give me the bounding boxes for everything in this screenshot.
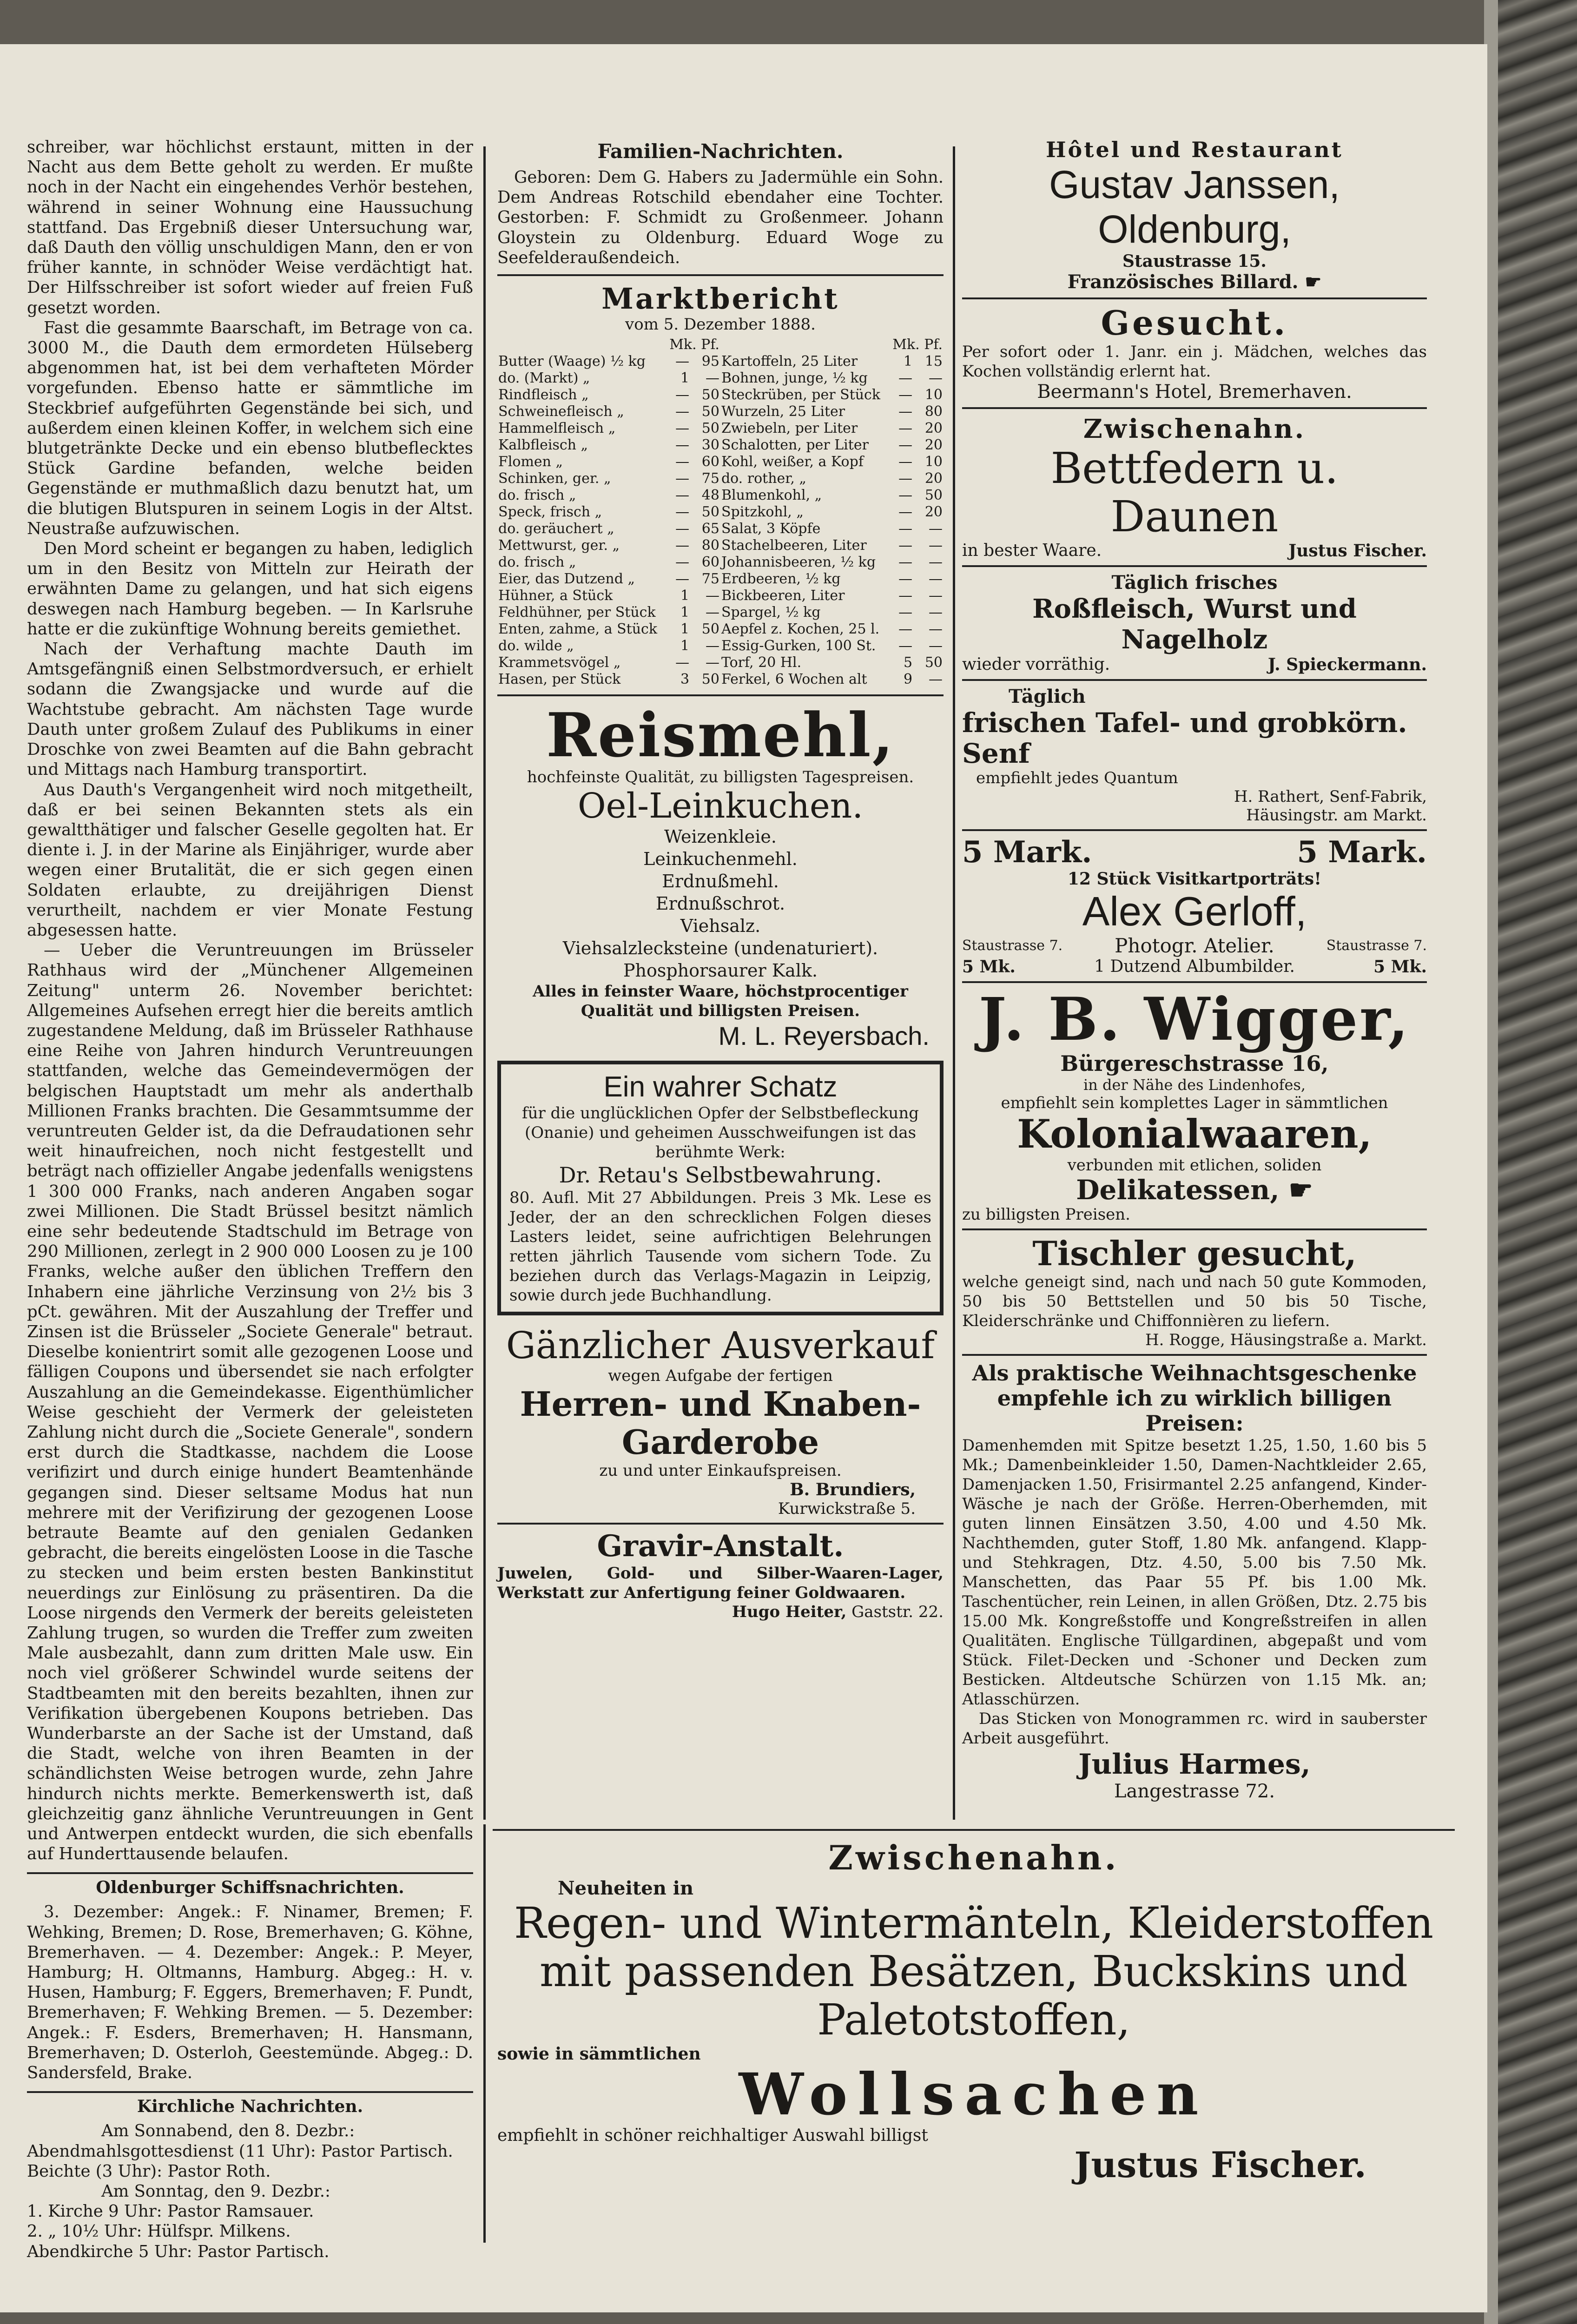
marbled-binding	[1498, 0, 1577, 2324]
market-row	[497, 604, 944, 621]
section-rule	[962, 981, 1427, 983]
market-price: 75	[701, 470, 719, 487]
visit-cards: 12 Stück Visitkartporträts!	[1067, 869, 1321, 889]
market-row	[497, 521, 944, 537]
market-price: —	[675, 654, 690, 671]
ad-schatz	[497, 1061, 944, 1315]
market-price: 1	[680, 621, 690, 638]
market-price: —	[675, 353, 690, 370]
market-item: Mettwurst, ger. „	[498, 537, 620, 554]
market-item: Salat, 3 Köpfe	[721, 521, 821, 537]
weih-head2: empfehle ich zu wirklich billigen	[997, 1386, 1392, 1411]
market-item: Hühner, a Stück	[498, 588, 613, 604]
reismehl-footer: Alles in feinster Waare, höchstprocentiger Qualität und billigsten Preisen.	[533, 982, 908, 1021]
family-news-text: Geboren: Dem G. Habers zu Jadermühle ein Sohn. Dem Andreas Rotschild ebendaher eine Tochter. Gestorben: F. Schmidt zu Großenmeer. Johann Gloystein zu Oldenburg. Eduard Woge zu Seefelderaußendeich.	[497, 168, 944, 267]
ross-name: J. Spieckermann.	[1267, 655, 1427, 674]
market-price: —	[675, 403, 690, 420]
ship-news-text	[27, 1902, 473, 2083]
market-price: 80	[924, 403, 943, 420]
market-price: —	[929, 571, 943, 588]
market-price-table	[497, 337, 944, 688]
reismehl-item: Viehsalz.	[680, 916, 761, 937]
market-price: —	[705, 588, 719, 604]
church-line: Abendmahlsgottesdienst (11 Uhr): Pastor Partisch.	[27, 2141, 453, 2161]
market-price: —	[898, 437, 913, 454]
market-price: —	[898, 470, 913, 487]
market-price: —	[705, 604, 719, 621]
bottom-zwischenahn: Zwischenahn.	[828, 1838, 1119, 1877]
market-item: Enten, zahme, a Stück	[498, 621, 658, 638]
column-rule-2	[953, 146, 955, 1820]
gravir-name: Hugo Heiter,	[732, 1603, 847, 1622]
gerloff-addr-row	[962, 934, 1427, 957]
market-price: —	[898, 454, 913, 470]
bottom-top-rule	[493, 1829, 1455, 1831]
market-price: —	[929, 370, 943, 387]
wigger-near: in der Nähe des Lindenhofes,	[1083, 1076, 1306, 1094]
market-item: do. frisch „	[498, 487, 576, 504]
section-rule	[962, 297, 1427, 299]
article-paragraph: Den Mord scheint er begangen zu haben, lediglich um in den Besitz von Mitteln zur Heirath der erwähnten Dame zu gelangen, und hat sich eigens deswegen nach Hamburg begeben. — In Karlsruhe hatte er die zukünftige Wohnung bereits gemiethet.	[27, 539, 473, 639]
ad-weihnacht	[962, 1360, 1427, 1802]
ad-gesucht	[962, 304, 1427, 403]
market-row	[497, 588, 944, 604]
reismehl-item: Erdnußmehl.	[662, 871, 779, 892]
market-item: Schweinefleisch „	[498, 403, 624, 420]
market-price: 95	[701, 353, 719, 370]
article-paragraph: Nach der Verhaftung machte Dauth im Amtsgefängniß einen Selbstmordversuch, er erhielt sodann die Zwangsjacke und wurde auf die Wachtstube gebracht. Am nächsten Tage wurde Dauth unter großem Zulauf des Publikums in einer Droschke von zwei Beamten auf die Bahn gebracht und Mittags nach Hamburg transportirt.	[27, 640, 473, 779]
section-rule	[497, 694, 944, 696]
market-price: —	[898, 638, 913, 654]
weih-head1: Als praktische Weihnachtsgeschenke	[972, 1360, 1417, 1386]
market-price: 50	[701, 403, 719, 420]
market-price: —	[929, 554, 943, 571]
ship-news-heading: Oldenburger Schiffsnachrichten.	[96, 1878, 404, 1898]
delikat-text: Delikatessen,	[1076, 1174, 1280, 1206]
reismehl-item: Leinkuchenmehl.	[643, 849, 798, 870]
market-item: Butter (Waage) ½ kg	[498, 353, 646, 370]
market-item: do. rother, „	[721, 470, 806, 487]
section-rule	[962, 565, 1427, 567]
market-price: 75	[701, 571, 719, 588]
market-price: 20	[924, 470, 943, 487]
gerloff-addr-right: Staustrasse 7.	[1326, 938, 1427, 954]
market-price: —	[929, 621, 943, 638]
gesucht-title: Gesucht.	[1101, 303, 1288, 343]
market-price: —	[929, 604, 943, 621]
market-item: Eier, das Dutzend „	[498, 571, 635, 588]
reismehl-item: Viehsalzlecksteine (undenaturiert).	[562, 938, 878, 959]
reismehl-item: Erdnußschrot.	[655, 893, 785, 914]
bottom-line3: Paletotstoffen,	[817, 1995, 1130, 2045]
church-line: Beichte (3 Uhr): Pastor Roth.	[27, 2161, 271, 2181]
bottom-emp: empfiehlt in schöner reichhaltiger Auswahl billigst	[497, 2126, 928, 2145]
market-price: —	[898, 604, 913, 621]
market-price: —	[898, 588, 913, 604]
market-row	[497, 554, 944, 571]
market-price: —	[705, 654, 719, 671]
market-item: Spargel, ½ kg	[721, 604, 821, 621]
oel-title: Oel-Leinkuchen.	[578, 786, 863, 826]
market-item: Kartoffeln, 25 Liter	[721, 353, 858, 370]
reismehl-item: Weizenkleie.	[664, 826, 777, 847]
church-news	[27, 2121, 473, 2261]
market-report-date: vom 5. Dezember 1888.	[625, 315, 816, 334]
market-item: Feldhühner, per Stück	[498, 604, 656, 621]
market-price: 20	[924, 420, 943, 437]
market-item: Essig-Gurken, 100 St.	[721, 638, 876, 654]
church-news-heading: Kirchliche Nachrichten.	[137, 2097, 363, 2117]
tischler-name: H. Rogge, Häusingstraße a. Markt.	[1145, 1331, 1427, 1349]
article-paragraph: — Ueber die Veruntreuungen im Brüsseler Rathhaus wird der „Münchener Allgemeinen Zeitung" unterm 26. November berichtet: Allgemeines Aufsehen erregt hier die bereits amtlich zugestandene Meldung, daß im Brüsseler Rathhause eine Reihe von Jahren hindurch Veruntreuungen stattfanden, welche das Gemeindevermögen der belgischen Hauptstadt um mehr als anderthalb Millionen Franks brachten. Die Gesammtsumme der veruntreuten Gelder ist, da die Defraudationen sehr weit hinaufreichen, noch nicht festgestellt und beträgt nach offizieller Angabe jedenfalls wenigstens 1 300 000 Franks, nach anderen Angaben sogar zwei Millionen. Die Stadt Brüssel besitzt nämlich eine sehr bedeutende Stadtschuld im Betrage von 290 Millionen, zerlegt in 2 900 000 Loosen zu je 100 Franks, welche außer den üblichen Treffern den Inhabern eine jährliche Verzinsung von 2½ bis 3 pCt. gewähren. Mit der Auszahlung der Treffer und Zinsen ist die Brüsseler „Societe Generale" betraut. Dieselbe konientrirt somit alle gezogenen Loose und fälligen Coupons und übersendet sie nach erfolgter Auszahlung an die Gemeindekasse. Eigenthümlicher Weise geschieht der Vermerk der geleisteten Zahlung nicht durch die „Societe Generale", sondern erst durch die Stadtkasse, nachdem die Loose verifizirt und durch einige hundert Beamtenhände gegangen sind. Dieser seltsame Modus hat nun mehrere mit der Verifizirung der gezogenen Loose betraute Beamte auf den genialen Gedanken gebracht, die bereits eingelösten Loose in die Tasche zu stecken und beim ersten besten Bankinstitut neuerdings zur Einlösung zu präsentiren. Da die Loose nirgends den Vermerk der bereits geleisteten Zahlung trugen, so wurden die Treffer zum zweiten Male ausbezahlt, dann zum dritten Male usw. Ein noch viel größerer Schwindel wurde seitens der Stadtbeamten mit den bereits bezahlten, ihnen zur Verifikation übergebenen Koupons betrieben. Das Wunderbarste an der Sache ist der Umstand, daß die Stadt, welche von ihren Beamten in der schändlichsten Weise betrogen wurde, zehn Jahre hindurch nichts merkte. Bemerkenswerth ist, daß gleichzeitig ganz ähnliche Veruntreuungen in Gent und Antwerpen entdeckt wurden, die sich ebenfalls auf Hunderttausende belaufen.	[27, 941, 473, 1864]
ship-news-paragraph: 3. Dezember: Angek.: F. Ninamer, Bremen; F. Wehking, Bremen; D. Rose, Bremerhaven; G. Köhne, Bremerhaven. — 4. Dezember: Angek.: P. Meyer, Hamburg; H. Oltmanns, Hamburg. Abgeg.: H. v. Husen, Hamburg; F. Eggers, Bremerhaven; F. Pundt, Bremerhaven; F. Wehking Bremen. — 5. Dezember: Angek.: F. Esders, Bremerhaven; H. Hansmann, Bremerhaven; D. Osterloh, Geestemünde. Abgeg.: D. Sandersfeld, Brake.	[27, 1902, 473, 2083]
market-item: do. (Markt) „	[498, 370, 590, 387]
market-item: Schalotten, per Liter	[721, 437, 869, 454]
column-right	[962, 137, 1427, 1802]
market-price: 1	[680, 588, 690, 604]
senf-sub: empfiehlt jedes Quantum	[976, 769, 1178, 787]
market-item: Hasen, per Stück	[498, 671, 621, 688]
ad-zwischenahn-wollsachen	[497, 1838, 1450, 2185]
section-rule	[962, 829, 1427, 831]
market-price: —	[898, 420, 913, 437]
reismehl-company: M. L. Reyersbach.	[718, 1021, 930, 1051]
market-price: —	[705, 370, 719, 387]
market-row	[497, 504, 944, 521]
market-item: Kohl, weißer, a Kopf	[721, 454, 864, 470]
market-item: Hammelfleisch „	[498, 420, 616, 437]
gerloff-album: 1 Dutzend Albumbilder.	[1094, 957, 1295, 976]
reismehl-items	[497, 825, 944, 982]
weih-addr: Langestrasse 72.	[1114, 1781, 1275, 1802]
church-line: Am Sonnabend, den 8. Dezbr.:	[101, 2121, 355, 2141]
schatz-text2: 80. Aufl. Mit 27 Abbildungen. Preis 3 Mk. Lese es Jeder, der an den schrecklichen Folgen dieses Lasters leidet, seine aufrichtigen Belehrungen retten jährlich Tausende vom sichern Tode. Zu beziehen durch das Verlags-Magazin in Leipzig, sowie durch jede Buchhandlung.	[509, 1188, 931, 1305]
market-item: Stachelbeeren, Liter	[721, 537, 867, 554]
hotel-billard-text: Französisches Billard.	[1067, 271, 1299, 293]
market-row	[497, 420, 944, 437]
column-middle	[497, 137, 944, 1621]
gerloff-album-row	[962, 957, 1427, 977]
market-row	[497, 387, 944, 403]
market-price: 50	[701, 420, 719, 437]
hotel-street: Staustrasse 15.	[1122, 251, 1267, 271]
market-price: 48	[701, 487, 719, 504]
weih-text2: Das Sticken von Monogrammen rc. wird in sauberster Arbeit ausgeführt.	[962, 1710, 1427, 1748]
market-price: —	[929, 521, 943, 537]
market-item: Ferkel, 6 Wochen alt	[721, 671, 867, 688]
gesucht-name: Beermann's Hotel, Bremerhaven.	[1037, 381, 1352, 403]
market-price: —	[898, 554, 913, 571]
market-price: —	[929, 588, 943, 604]
market-price: 1	[680, 638, 690, 654]
market-row	[497, 621, 944, 638]
market-row	[497, 437, 944, 454]
section-rule	[962, 679, 1427, 681]
market-price: —	[675, 504, 690, 521]
reismehl-title: Reismehl,	[546, 700, 895, 771]
market-item: Erdbeeren, ½ kg	[721, 571, 841, 588]
market-price: 10	[924, 387, 943, 403]
weih-name: Julius Harmes,	[1078, 1748, 1311, 1781]
ad-gerloff	[962, 836, 1427, 977]
schatz-book: Dr. Retau's Selbstbewahrung.	[559, 1162, 882, 1188]
gesucht-text: Per sofort oder 1. Janr. ein j. Mädchen, welches das Kochen vollständig erlernt hat.	[962, 343, 1427, 381]
market-price: —	[898, 537, 913, 554]
market-row	[497, 671, 944, 688]
hotel-name: Gustav Janssen, Oldenburg,	[1049, 163, 1340, 251]
market-item: Bickbeeren, Liter	[721, 588, 845, 604]
church-line: 1. Kirche 9 Uhr: Pastor Ramsauer.	[27, 2202, 314, 2221]
market-price: —	[675, 521, 690, 537]
section-rule	[962, 1354, 1427, 1356]
market-row	[497, 537, 944, 554]
market-price: 1	[680, 370, 690, 387]
senf-addr: Häusingstr. am Markt.	[1246, 806, 1427, 825]
market-price: —	[898, 403, 913, 420]
pointing-hand-icon: ☛	[1305, 271, 1322, 293]
market-row	[497, 654, 944, 671]
market-price: —	[675, 571, 690, 588]
market-price: —	[898, 571, 913, 588]
market-price: —	[898, 504, 913, 521]
schatz-text: für die unglücklichen Opfer der Selbstbefleckung (Onanie) und geheimen Ausschweifungen ist das berühmte Werk:	[521, 1104, 919, 1162]
market-item: Aepfel z. Kochen, 25 l.	[721, 621, 880, 638]
church-line: 2. „ 10½ Uhr: Hülfspr. Milkens.	[27, 2222, 291, 2241]
ausverkauf-addr: Kurwickstraße 5.	[778, 1499, 916, 1519]
bettfedern-footer	[962, 541, 1427, 561]
weih-text: Damenhemden mit Spitze besetzt 1.25, 1.50, 1.60 bis 5 Mk.; Damenbeinkleider 1.50, Damen-Nachtkleider 2.65, Damenjacken 1.50, Frisirmantel 2.25 anfangend, Kinder-Wäsche je nach der Größe. Herren-Oberhemden, mit guten linnen Einsätzen 3.50, 4.00 und 4.50 Mk. Nachthemden, guter Stoff, 1.80 Mk. anfangend. Klapp- und Stehkragen, Dtz. 4.50, 5.00 bis 7.50 Mk. Manschetten, das Paar 55 Pf. bis 1.00 Mk. Taschentücher, rein Leinen, in allen Größen, Dtz. 2.75 bis 15.00 Mk. Kongreßstoffe und Kongreßstreifen in allen Qualitäten. Englische Tüllgardinen, abgepaßt und vom Stück. Filet-Decken und -Schoner und Decken zum Besticken. Altdeutsche Schürzen von 1.15 Mk. an; Atlasschürzen.	[962, 1436, 1427, 1709]
market-price: —	[675, 470, 690, 487]
schatz-title: Ein wahrer Schatz	[603, 1071, 838, 1103]
tischler-text: welche geneigt sind, nach und nach 50 gute Kommoden, 50 bis 50 Bettstellen und 50 bis 50 Tische, Kleiderschränke und Chiffonnièren zu liefern.	[962, 1273, 1427, 1330]
ad-bettfedern	[962, 414, 1427, 561]
article-paragraph: Aus Dauth's Vergangenheit wird noch mitgetheilt, daß er bei seinen Bekannten stets als ein gewaltthätiger und falscher Geselle gegolten hat. Er diente i. J. in der Marine als Einjähriger, wurde aber wegen einer Brutalität, die er sich gegen einen Soldaten erlaubte, zu dreijährigen Dienst verurtheilt, nachdem er vier Monate Festung abgesessen hatte.	[27, 780, 473, 940]
market-price: —	[898, 370, 913, 387]
section-rule	[497, 274, 944, 276]
market-price: 50	[701, 387, 719, 403]
mark-left: 5 Mark.	[962, 835, 1092, 870]
market-price: —	[675, 387, 690, 403]
market-price: —	[705, 638, 719, 654]
gravir-text: Juwelen, Gold- und Silber-Waaren-Lager, Werkstatt zur Anfertigung feiner Goldwaaren.	[497, 1564, 944, 1603]
market-price: 60	[701, 554, 719, 571]
ad-hotel	[962, 137, 1427, 293]
unit-header: Mk. Pf.	[669, 337, 719, 353]
market-price: —	[929, 671, 943, 688]
market-price: 1	[680, 604, 690, 621]
hotel-line1: Hôtel und Restaurant	[1046, 137, 1343, 162]
gravir-title: Gravir-Anstalt.	[597, 1529, 844, 1564]
bottom-line1: Regen- und Wintermänteln, Kleiderstoffen	[514, 1898, 1434, 1948]
section-rule	[27, 1872, 473, 1874]
market-row	[497, 353, 944, 370]
market-price: 50	[701, 621, 719, 638]
market-price: 20	[924, 437, 943, 454]
wigger-offer: empfiehlt sein komplettes Lager in sämmtlichen	[1001, 1094, 1388, 1112]
market-report-heading: Marktbericht	[601, 282, 839, 316]
column-left	[27, 137, 473, 2262]
reismehl-sub: hochfeinste Qualität, zu billigsten Tagespreisen.	[527, 768, 914, 787]
market-price: —	[675, 454, 690, 470]
ausverkauf-line2: Garderobe	[621, 1422, 819, 1462]
zwischenahn-label: Zwischenahn.	[1083, 414, 1306, 444]
market-price: 50	[701, 671, 719, 688]
market-price: 50	[924, 487, 943, 504]
senf-title: frischen Tafel- und grobkörn. Senf	[962, 707, 1407, 769]
delikat-title	[962, 1175, 1427, 1205]
market-price: —	[898, 387, 913, 403]
gerloff-price	[962, 836, 1427, 869]
church-line: Am Sonntag, den 9. Dezbr.:	[101, 2181, 330, 2201]
market-price: 30	[701, 437, 719, 454]
market-price: 20	[924, 504, 943, 521]
market-price: 5	[903, 654, 913, 671]
ausverkauf-name: B. Brundiers,	[790, 1480, 916, 1500]
tischler-title: Tischler gesucht,	[1032, 1234, 1357, 1273]
bettfedern-sub: in bester Waare.	[962, 541, 1102, 560]
bottom-woll: Wollsachen	[739, 2061, 1209, 2128]
market-price: —	[898, 621, 913, 638]
market-price: —	[898, 487, 913, 504]
market-row	[497, 370, 944, 387]
article-dauth	[27, 137, 473, 1864]
market-item: Flomen „	[498, 454, 563, 470]
market-price: —	[929, 537, 943, 554]
ross-title: Roßfleisch, Wurst und Nagelholz	[1032, 594, 1357, 655]
market-item: Rindfleisch „	[498, 387, 589, 403]
kolonial-title: Kolonialwaaren,	[1017, 1111, 1372, 1157]
pointing-hand-icon: ☛	[1288, 1174, 1313, 1206]
market-price: 50	[701, 504, 719, 521]
bottom-neu: Neuheiten in	[558, 1877, 694, 1899]
ad-wigger	[962, 985, 1427, 1224]
market-price: 10	[924, 454, 943, 470]
ad-rossfleisch	[962, 572, 1427, 674]
article-paragraph: schreiber, war höchlichst erstaunt, mitten in der Nacht aus dem Bette geholt zu werden. Er mußte noch in der Nacht ein eingehendes Verhör bestehen, während in seiner Wohnung eine Haussuchung stattfand. Das Ergebniß dieser Untersuchung war, daß Dauth den völlig unschuldigen Mann, den er von früher kannte, in schnöder Weise verdächtigt hat. Der Hilfsschreiber ist sofort wieder auf freien Fuß gesetzt worden.	[27, 138, 473, 317]
market-row	[497, 470, 944, 487]
market-item: Blumenkohl, „	[721, 487, 822, 504]
market-price: 3	[680, 671, 690, 688]
ausverkauf-line1: Herren- und Knaben-	[520, 1384, 921, 1424]
ausverkauf-sub: wegen Aufgabe der fertigen	[608, 1367, 833, 1386]
senf-name: H. Rathert, Senf-Fabrik,	[1234, 787, 1427, 806]
unit-header: Mk. Pf.	[892, 337, 943, 353]
ross-head: Täglich frisches	[1111, 572, 1278, 594]
market-price: —	[675, 487, 690, 504]
section-rule	[962, 407, 1427, 409]
weih-head3: Preisen:	[1145, 1411, 1244, 1436]
ausverkauf-sub2: zu und unter Einkaufspreisen.	[599, 1461, 842, 1480]
market-item: Wurzeln, 25 Liter	[721, 403, 845, 420]
market-item: do. geräuchert „	[498, 521, 614, 537]
bettfedern-name: Justus Fischer.	[1288, 541, 1427, 561]
market-price: —	[675, 420, 690, 437]
market-price: —	[929, 638, 943, 654]
reismehl-item: Phosphorsaurer Kalk.	[623, 960, 818, 981]
ad-ausverkauf	[497, 1325, 944, 1518]
gerloff-name: Alex Gerloff,	[1082, 888, 1307, 934]
market-row	[497, 403, 944, 420]
bottom-sowie: sowie in sämmtlichen	[497, 2044, 701, 2064]
family-news	[497, 167, 944, 268]
column-rule-3	[483, 1824, 486, 2243]
market-price: 80	[701, 537, 719, 554]
section-rule	[27, 2091, 473, 2093]
bottom-line2: mit passenden Besätzen, Buckskins und	[540, 1947, 1408, 1996]
market-price: —	[675, 537, 690, 554]
gerloff-mk-left: 5 Mk.	[962, 957, 1016, 977]
market-item: Spitzkohl, „	[721, 504, 804, 521]
ross-sub: wieder vorräthig.	[962, 655, 1110, 674]
newspaper-page	[0, 44, 1487, 2312]
mark-right: 5 Mark.	[1297, 835, 1427, 870]
market-price: 65	[701, 521, 719, 537]
market-price: 50	[924, 654, 943, 671]
bettfedern-title: Bettfedern u. Daunen	[1050, 443, 1339, 541]
gerloff-atelier: Photogr. Atelier.	[1115, 934, 1274, 957]
hotel-billard	[962, 271, 1427, 293]
section-rule	[497, 1523, 944, 1525]
senf-head: Täglich	[1009, 686, 1086, 707]
gravir-addr: Gaststr. 22.	[851, 1603, 944, 1622]
section-rule	[962, 1228, 1427, 1230]
market-row	[497, 638, 944, 654]
gerloff-addr-left: Staustrasse 7.	[962, 938, 1063, 954]
wigger-verb: verbunden mit etlichen, soliden	[1067, 1156, 1322, 1175]
article-paragraph: Fast die gesammte Baarschaft, im Betrage von ca. 3000 M., die Dauth dem ermordeten Hülseberg abgenommen hat, ist bei dem verhafteten Mörder vorgefunden. Ebenso hatte er sämmtliche im Steckbrief aufgeführten Gegenstände bei sich, und außerdem einen kleinen Koffer, in welchem sich eine blutgetränkte Decke und ein ebenso blutbeflecktes Stück Gardine befanden, welche beiden Gegenstände er muthmaßlich dazu benutzt hat, um die blutigen Blutspuren in seinem Logis in der Altst. Neustraße aufzuwischen.	[27, 318, 473, 538]
market-row	[497, 454, 944, 470]
column-rule-1	[483, 146, 486, 1820]
market-row	[497, 571, 944, 588]
market-price: —	[898, 521, 913, 537]
market-price: —	[675, 437, 690, 454]
market-item: Kalbfleisch „	[498, 437, 588, 454]
wigger-billig: zu billigsten Preisen.	[962, 1205, 1130, 1224]
ad-senf	[962, 686, 1427, 825]
gerloff-mk-right: 5 Mk.	[1373, 957, 1427, 977]
gravir-footer	[497, 1603, 944, 1621]
wigger-name: J. B. Wigger,	[978, 985, 1411, 1054]
family-news-heading: Familien-Nachrichten.	[597, 140, 844, 163]
market-row	[497, 487, 944, 504]
ross-footer	[962, 655, 1427, 674]
market-price: —	[675, 554, 690, 571]
market-item: do. frisch „	[498, 554, 576, 571]
wigger-addr: Bürgereschstrasse 16,	[1060, 1051, 1329, 1076]
market-price: 60	[701, 454, 719, 470]
market-item: Schinken, ger. „	[498, 470, 611, 487]
market-item: Steckrüben, per Stück	[721, 387, 881, 403]
market-item: Zwiebeln, per Liter	[721, 420, 858, 437]
market-rows	[497, 353, 944, 688]
ausverkauf-title: Gänzlicher Ausverkauf	[506, 1324, 935, 1367]
market-item: Speck, frisch „	[498, 504, 602, 521]
ad-gravir	[497, 1529, 944, 1621]
market-item: Johannisbeeren, ½ kg	[721, 554, 876, 571]
market-price: 9	[903, 671, 913, 688]
ad-reismehl	[497, 700, 944, 1051]
ad-tischler	[962, 1235, 1427, 1349]
bottom-name: Justus Fischer.	[1074, 2144, 1366, 2185]
market-item: Bohnen, junge, ½ kg	[721, 370, 868, 387]
market-price: 1	[903, 353, 913, 370]
market-item: Krammetsvögel „	[498, 654, 621, 671]
market-price: 15	[924, 353, 943, 370]
church-line: Abendkirche 5 Uhr: Pastor Partisch.	[27, 2242, 330, 2261]
market-item: Torf, 20 Hl.	[721, 654, 802, 671]
market-item: do. wilde „	[498, 638, 574, 654]
